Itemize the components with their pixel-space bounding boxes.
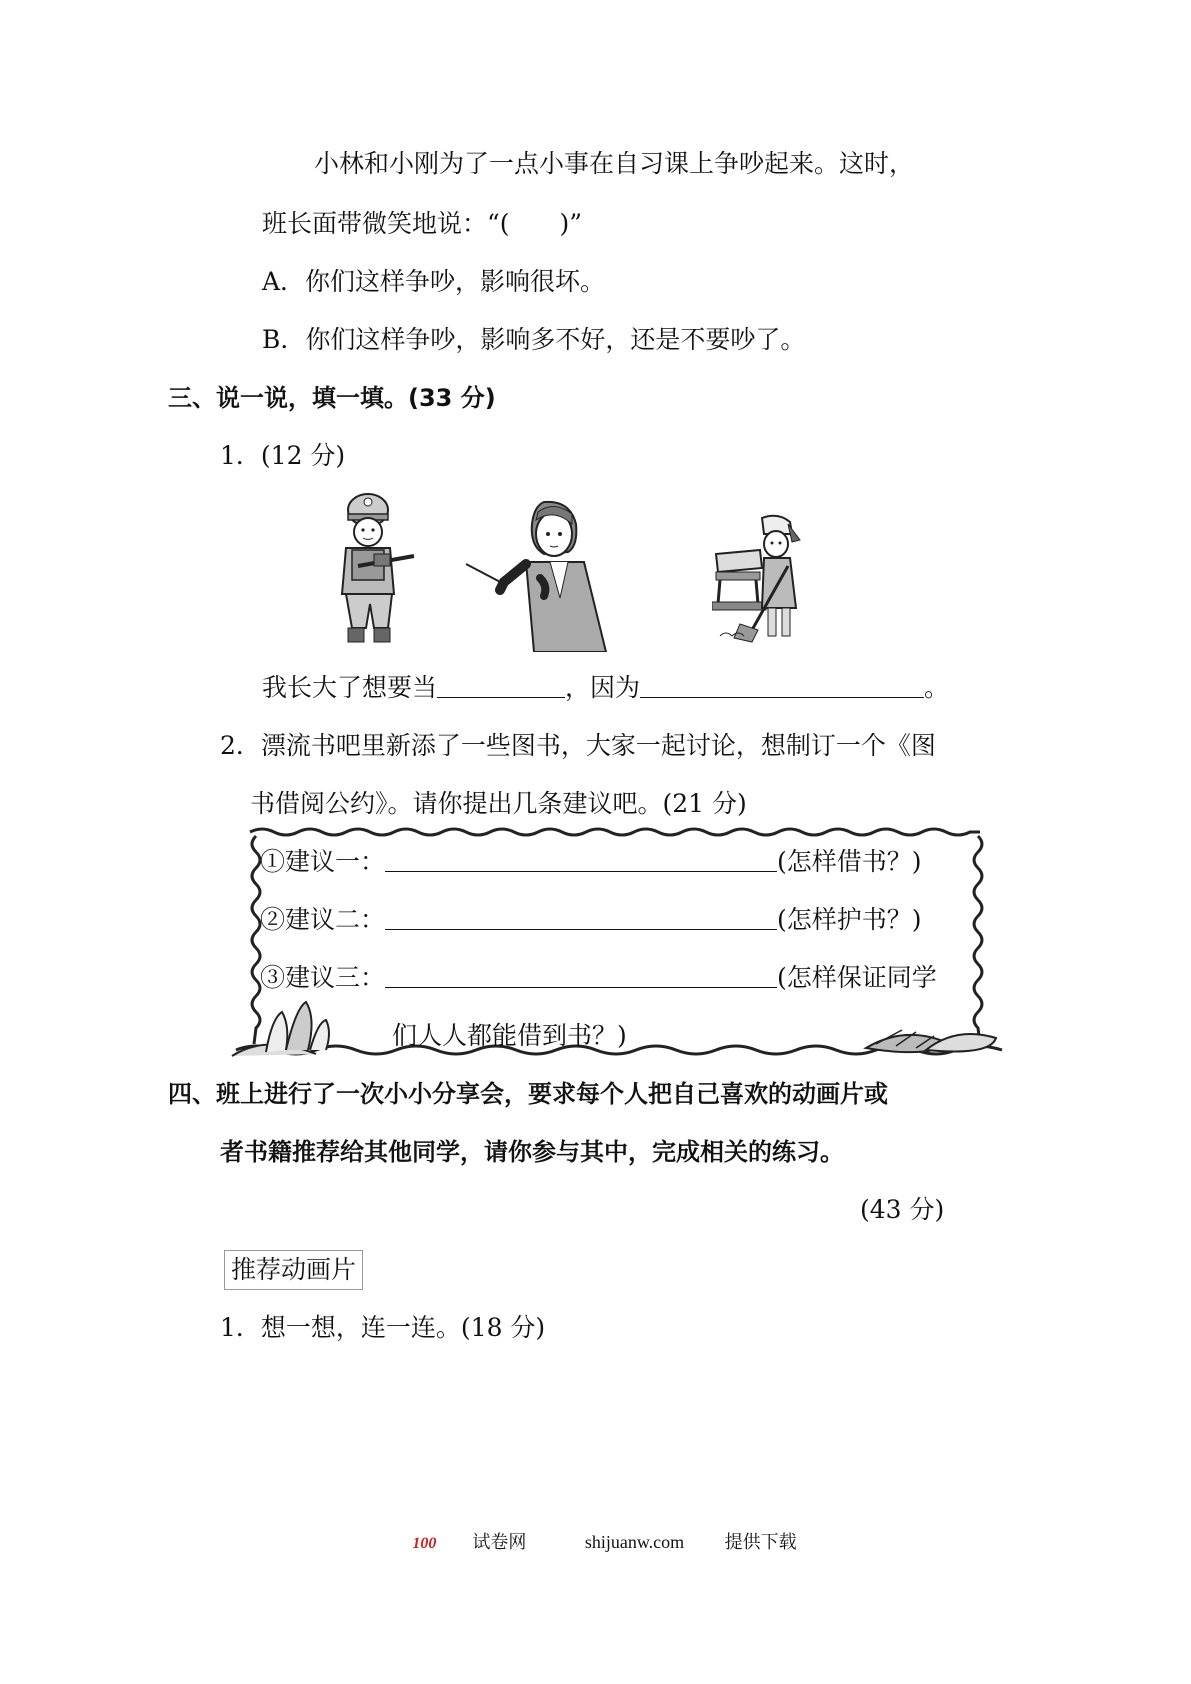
suggestion-2-hint: (怎样护书？)	[777, 905, 922, 934]
section4-heading-line-1: 四、班上进行了一次小小分享会，要求每个人把自己喜欢的动画片或	[168, 1080, 888, 1108]
suggestion-1-label: ①建议一：	[260, 847, 386, 876]
sentence-mid: ，因为	[565, 673, 641, 702]
reason-blank[interactable]	[640, 673, 924, 698]
scenario-line-2: 班长面带微笑地说：“( )”	[262, 209, 583, 238]
section4-q1: 1．想一想，连一连。(18 分)	[220, 1313, 546, 1342]
scenario-line-1: 小林和小刚为了一点小事在自习课上争吵起来。这时，	[314, 149, 915, 178]
recommend-cartoon-tag: 推荐动画片	[224, 1250, 363, 1290]
suggestion-3-blank[interactable]	[385, 963, 777, 988]
suggestion-row-1	[260, 846, 922, 878]
section3-q1-sentence	[262, 672, 949, 704]
suggestion-2-blank[interactable]	[385, 905, 777, 930]
section3-q2-line-2: 书借阅公约》。请你提出几条建议吧。(21 分)	[250, 789, 747, 818]
section3-q1-label: 1．(12 分)	[220, 441, 346, 470]
logo-number: 100	[412, 1535, 437, 1552]
footer-site[interactable]: shijuanw.com	[584, 1532, 685, 1552]
sentence-end: 。	[924, 673, 950, 702]
suggestion-1-hint: (怎样借书？)	[777, 847, 922, 876]
section4-heading-line-2: 者书籍推荐给其他同学，请你参与其中，完成相关的练习。	[220, 1138, 844, 1166]
footer-download: 提供下载	[724, 1532, 797, 1552]
sentence-start: 我长大了想要当	[262, 673, 438, 702]
teacher-illustration	[464, 498, 620, 652]
suggestion-3-hint: (怎样保证同学	[777, 963, 937, 992]
footer-logo[interactable]	[394, 1532, 544, 1552]
suggestion-row-3	[260, 962, 937, 994]
suggestion-2-label: ②建议二：	[260, 905, 386, 934]
suggestion-3-label: ③建议三：	[260, 963, 386, 992]
option-a: A．你们这样争吵，影响很坏。	[262, 267, 606, 296]
section3-heading: 三、说一说，填一填。(33 分)	[168, 384, 496, 412]
option-b: B．你们这样争吵，影响多不好，还是不要吵了。	[262, 325, 806, 354]
soldier-illustration	[322, 488, 418, 652]
job-blank[interactable]	[437, 673, 565, 698]
cleaning-girl-illustration	[712, 512, 820, 644]
section4-points: (43 分)	[860, 1195, 945, 1224]
logo-text: 试卷网	[472, 1532, 527, 1552]
footer	[0, 1528, 1191, 1554]
section3-q2-line-1: 2．漂流书吧里新添了一些图书，大家一起讨论，想制订一个《图	[220, 731, 936, 760]
suggestion-1-blank[interactable]	[385, 847, 777, 872]
suggestion-3-continuation: 们人人都能借到书？)	[392, 1021, 627, 1050]
suggestion-row-2	[260, 904, 922, 936]
